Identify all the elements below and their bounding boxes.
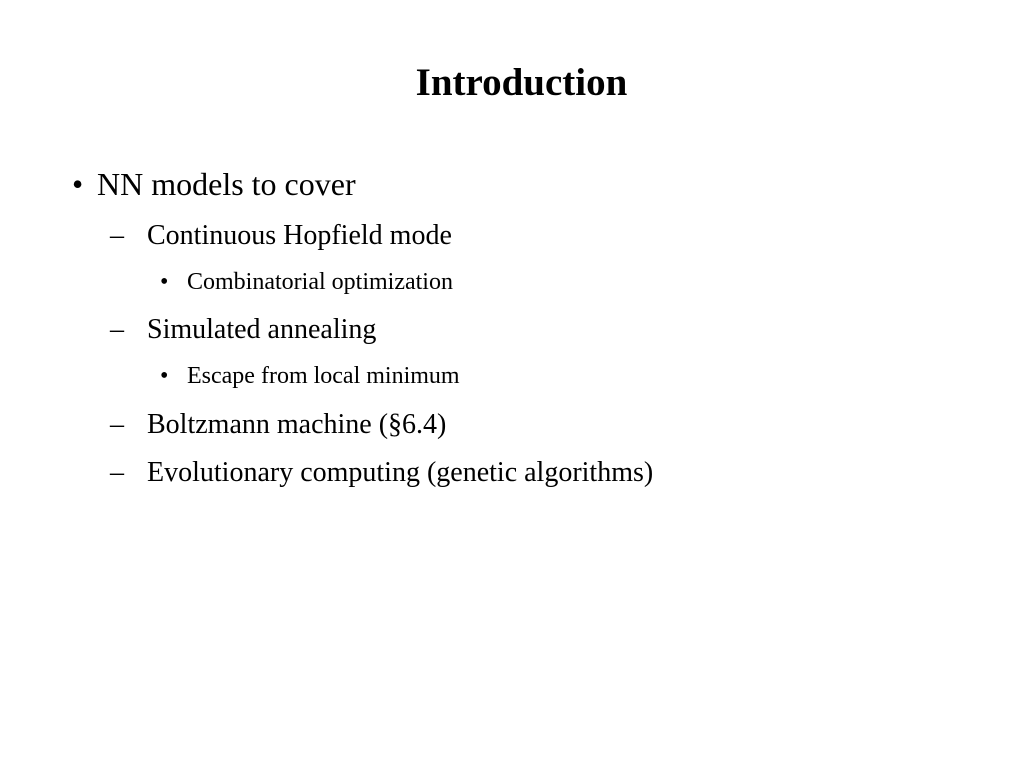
subbullet-text: Simulated annealing bbox=[147, 314, 377, 345]
subbullet-continuous-hopfield bbox=[110, 218, 452, 254]
dash-marker: – bbox=[110, 409, 124, 440]
subbullet-text: Boltzmann machine (§6.4) bbox=[147, 409, 447, 440]
subbullet-text: Evolutionary computing (genetic algorithms) bbox=[147, 457, 654, 488]
bullet-marker: • bbox=[72, 166, 84, 202]
subsubbullet-text: Escape from local minimum bbox=[187, 363, 460, 389]
subsubbullet-escape-local-minimum bbox=[160, 361, 460, 391]
bullet-marker: • bbox=[160, 363, 169, 389]
slide-title: Introduction bbox=[415, 61, 628, 104]
subsubbullet-text: Combinatorial optimization bbox=[187, 269, 453, 295]
dash-marker: – bbox=[110, 457, 124, 488]
subsubbullet-combinatorial-optimization bbox=[160, 267, 453, 297]
subbullet-evolutionary-computing bbox=[110, 455, 653, 491]
subbullet-boltzmann-machine bbox=[110, 407, 446, 443]
dash-marker: – bbox=[110, 220, 124, 251]
subbullet-text: Continuous Hopfield mode bbox=[147, 220, 452, 251]
bullet-marker: • bbox=[160, 269, 169, 295]
dash-marker: – bbox=[110, 314, 124, 345]
bullet-nn-models bbox=[72, 164, 356, 204]
bullet-text: NN models to cover bbox=[97, 166, 356, 202]
subbullet-simulated-annealing bbox=[110, 312, 376, 348]
